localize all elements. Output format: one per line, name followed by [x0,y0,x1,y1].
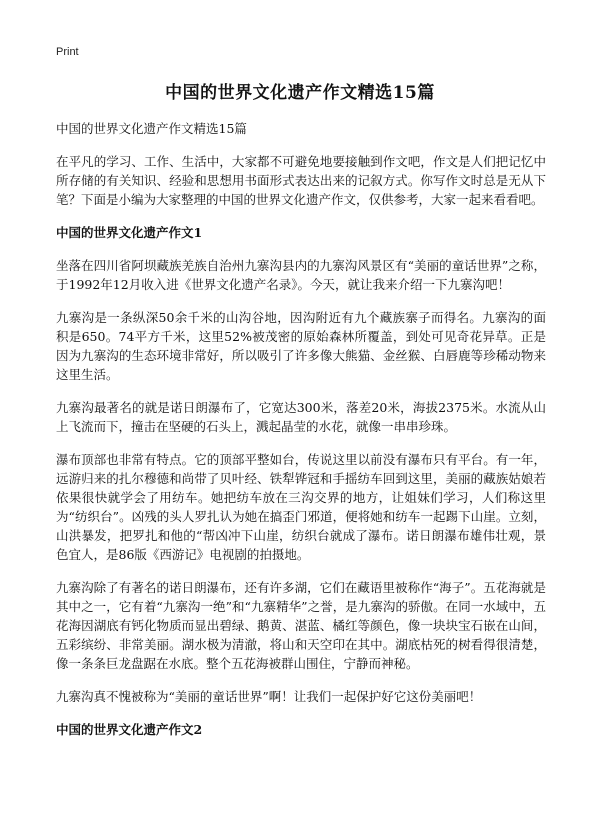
intro-paragraph: 在平凡的学习、工作、生活中，大家都不可避免地要接触到作文吧，作文是人们把记忆中所存储的有关知识、经验和思想用书面形式表达出来的记叙方式。你写作文时总是无从下笔？下面是小编为大家整理的中国的世界文化遗产作文，仅供参考，大家一起来看看吧。 [56,154,546,207]
section-heading-1: 中国的世界文化遗产作文1 [56,225,203,240]
section1-paragraph: 坐落在四川省阿坝藏族羌族自治州九寨沟县内的九寨沟风景区有“美丽的童话世界”之称，于1992年12月收入进《世界文化遗产名录》。今天，就让我来介绍一下九寨沟吧！ [56,258,546,292]
page-title: 中国的世界文化遗产作文精选15篇 [165,83,435,103]
document-subtitle: 中国的世界文化遗产作文精选15篇 [56,121,247,136]
section1-paragraph: 九寨沟除了有著名的诺日朗瀑布，还有许多湖，它们在藏语里被称作“海子”。五花海就是其中之一，它有着“九寨沟一绝”和“九寨精华”之誉，是九寨沟的骄傲。在同一水域中，五花海因湖底有钙化物质而显出碧绿、鹅黄、湛蓝、橘红等颜色，像一块块宝石嵌在山间，五彩缤纷、非常美丽。湖水极为清澈，将山和天空印在其中。湖底枯死的树看得很清楚，像一条条巨龙盘踞在水底。整个五花海被群山围住，宁静而神秘。 [56,580,546,671]
section1-paragraph: 九寨沟真不愧被称为“美丽的童话世界”啊！让我们一起保护好它这份美丽吧！ [56,689,482,704]
section1-paragraph: 瀑布顶部也非常有特点。它的顶部平整如台，传说这里以前没有瀑布只有平台。有一年，远游归来的扎尔穆德和尚带了贝叶经、铁犁铧冠和手摇纺车回到这里，美丽的藏族姑娘若依果很快就学会了用纺车。她把纺车放在三沟交界的地方，让姐妹们学习，人们称这里为“纺织台”。凶残的头人罗扎认为她在搞歪门邪道，便将她和纺车一起踢下山崖。立刻，山洪暴发，把罗扎和他的“帮凶冲下山崖，纺织台就成了瀑布。诺日朗瀑布雄伟壮观，景色宜人，是86版《西游记》电视剧的拍摄地。 [56,452,546,562]
document-body [56,120,546,753]
print-label[interactable]: Print [56,46,79,58]
section1-paragraph: 九寨沟是一条纵深50余千米的山沟谷地，因沟附近有九个藏族寨子而得名。九寨沟的面积是650。74平方千米，这里52%被茂密的原始森林所覆盖，到处可见奇花异草。正是因为九寨沟的生态环境非常好，所以吸引了许多像大熊猫、金丝猴、白唇鹿等珍稀动物来这里生活。 [56,310,546,382]
section-heading-2: 中国的世界文化遗产作文2 [56,722,203,737]
section1-paragraph: 九寨沟最著名的就是诺日朗瀑布了，它宽达300米，落差20米，海拔2375米。水流从山上飞流而下，撞击在坚硬的石头上，溅起晶莹的水花，就像一串串珍珠。 [56,400,546,434]
